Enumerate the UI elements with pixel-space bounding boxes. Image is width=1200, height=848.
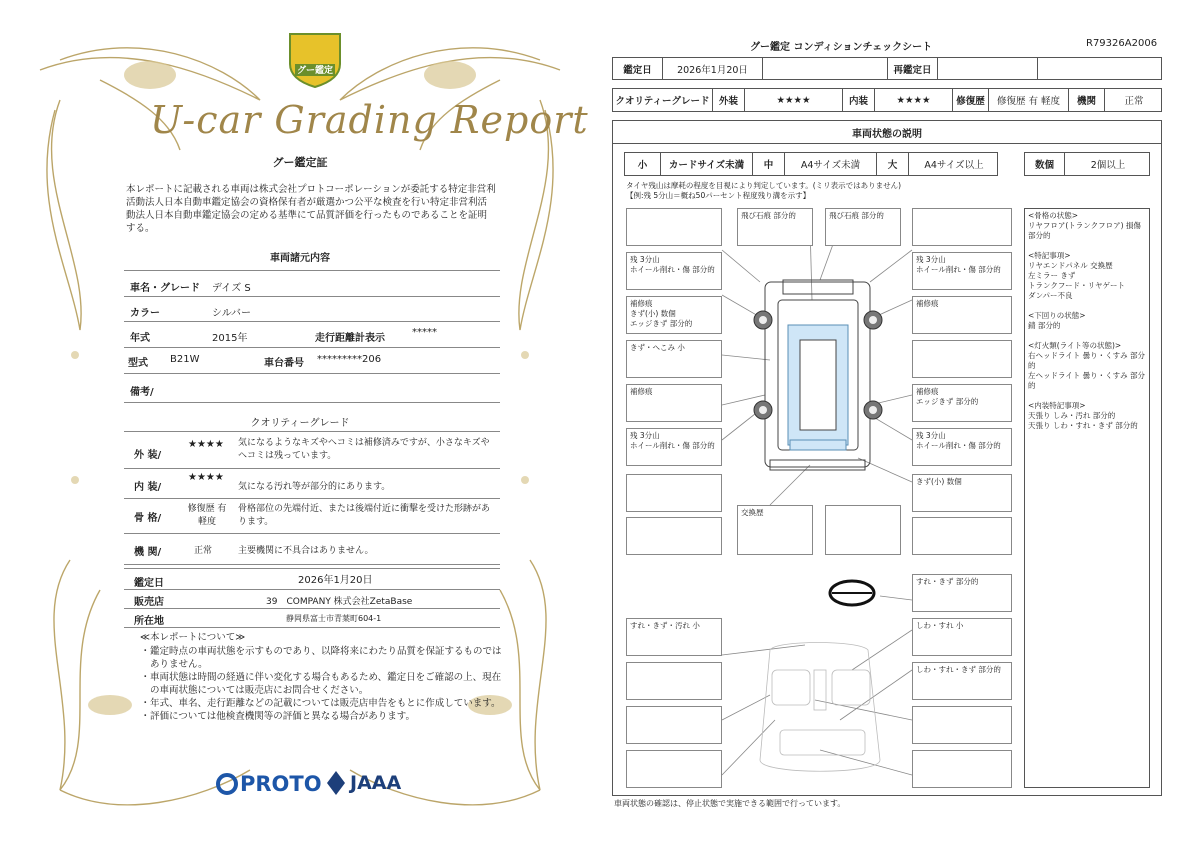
size-large-key: 大: [877, 153, 909, 175]
date-label: 鑑定日: [613, 58, 663, 79]
goo-badge-logo: [287, 30, 343, 88]
grade-row-exterior: [124, 432, 500, 469]
damage-box-right-3: [912, 340, 1012, 378]
size-legend: [624, 152, 998, 176]
about-item: ・ 評価については他検査機関等の評価と異なる場合があります。: [150, 710, 504, 723]
about-item: ・ 車両状態は時間の経過に伴い変化する場合もあるため、鑑定日をご確認の上、現在の車両状態については販売店にお問合せください。: [150, 671, 504, 697]
tire-note-1: タイヤ残山は摩耗の程度を目視により判定しています。(ミリ表示ではありません): [626, 181, 902, 190]
damage-box-left-4: 補修痕: [626, 384, 722, 422]
damage-box-left-5: 残 3分山 ホイール削れ・傷 部分的: [626, 428, 722, 466]
damage-box-left-2: 補修痕 きず(小) 数個 エッジきず 部分的: [626, 296, 722, 334]
size-mid-key: 中: [753, 153, 785, 175]
damage-box-right-1: 残 3分山 ホイール削れ・傷 部分的: [912, 252, 1012, 290]
year-label: 年式: [130, 333, 150, 344]
interior-rating: ★★★★: [188, 472, 224, 483]
count-legend: [1024, 152, 1150, 176]
badge-text: グー鑑定: [296, 66, 333, 76]
certificate-heading: グー鑑定証: [272, 156, 328, 169]
sheet-title: グー鑑定 コンディションチェックシート: [750, 42, 933, 53]
name-value: デイズ S: [212, 283, 251, 294]
interior-desc: 気になる汚れ等が部分的にあります。: [238, 482, 391, 492]
about-item: ・ 鑑定時点の車両状態を示すものであり、以降将来にわたり品質を保証するものではありません。: [150, 645, 504, 671]
proto-logo-text: PROTO: [240, 772, 322, 796]
engine-value: 正常: [1124, 96, 1144, 107]
interior-label: 内装: [843, 89, 875, 111]
spec-row-notes: [124, 374, 500, 403]
interior-box-left-4: [626, 750, 722, 788]
size-small-key: 小: [625, 153, 661, 175]
damage-box-left-7: [626, 517, 722, 555]
appraisal-date-value: 2026年1月20日: [298, 575, 373, 586]
interior-label: 内 装/: [134, 482, 162, 493]
quality-grade-label: クオリティーグレード: [613, 89, 713, 111]
color-value: シルバー: [212, 308, 252, 319]
engine-desc: 主要機関に不具合はありません。: [238, 546, 374, 556]
chassis-label: 車台番号: [264, 358, 304, 369]
engine-label: 機関: [1069, 89, 1105, 111]
size-large-value: A4サイズ以上: [924, 160, 984, 171]
count-label: 数個: [1025, 153, 1065, 175]
damage-box-top-right: [912, 208, 1012, 246]
interior-box-left-1: すれ・きず・汚れ 小: [626, 618, 722, 656]
damage-box-left-6: [626, 474, 722, 512]
condition-check-sheet: [600, 0, 1200, 848]
condition-heading: 車両状態の説明: [613, 121, 1161, 144]
date-blank: [763, 58, 888, 79]
dealer-label: 販売店: [134, 597, 164, 608]
damage-box-rear-right: [825, 505, 901, 555]
certificate-intro: 本レポートに記載される車両は株式会社プロトコーポレーションが委託する特定非営利活動法人日本自動車鑑定協会の資格保有者が厳選かつ公平な検査を行い特定非営利活動法人日本自動車鑑定協会の定める基準にて品質評価を行ったものであることを証明する。: [126, 184, 496, 234]
name-label: 車名・グレード: [130, 283, 200, 294]
damage-box-left-3: きず・へこみ 小: [626, 340, 722, 378]
address-row: [124, 609, 500, 628]
jaaa-logo: [326, 770, 401, 796]
interior-box-right-4: [912, 750, 1012, 788]
damage-box-left-1: 残 3分山 ホイール削れ・傷 部分的: [626, 252, 722, 290]
model-label: 型式: [128, 358, 148, 369]
sheet-footer: 車両状態の確認は、停止状態で実施できる範囲で行っています。: [614, 799, 846, 808]
interior-box-right-2: しわ・すれ・きず 部分的: [912, 662, 1012, 700]
tire-note-2: 【例:残 5分山＝概ね50パーセント程度残り溝を示す】: [626, 191, 811, 200]
size-small-value: カードサイズ未満: [661, 153, 753, 175]
specs-heading: 車両諸元内容: [270, 253, 330, 264]
engine-label: 機 関/: [134, 547, 162, 558]
dealer-value: 39 COMPANY 株式会社ZetaBase: [266, 597, 413, 607]
color-label: カラー: [130, 308, 160, 319]
spec-row-color: [124, 296, 500, 322]
about-list: [136, 645, 504, 723]
spec-row-name: [124, 270, 500, 297]
damage-box-right-6: きず(小) 数個: [912, 474, 1012, 512]
interior-box-left-2: [626, 662, 722, 700]
exterior-value: ★★★★: [745, 89, 843, 111]
damage-box-right-2: 補修痕: [912, 296, 1012, 334]
exterior-label: 外 装/: [134, 450, 162, 461]
steering-wheel-icon: [830, 581, 874, 605]
side-notes: <骨格の状態> リヤフロア(トランクフロア) 損傷 部分的 <特記事項> リヤエンドパネル 交換歴 左ミラー きず トランクフード・リヤゲート ダンパー不良 <下回りの状態> 錆 部分的 <灯火類(ライト等の状態)> 右ヘッドライト 曇り・くすみ 部分的 左ヘッドライト 曇り・くすみ 部分的 <内装特記事項> 天張り しみ・汚れ 部分的 天張り しわ・すれ・きず 部分的: [1028, 211, 1146, 430]
exterior-rating: ★★★★: [188, 439, 224, 450]
odometer-label: 走行距離計表示: [315, 333, 385, 344]
repair-value: 修復歴 有 軽度: [989, 89, 1069, 111]
chassis-value: *********206: [317, 354, 382, 365]
frame-label: 骨 格/: [134, 513, 162, 524]
proto-mark-icon: [216, 773, 238, 795]
damage-box-front-right: 飛び石痕 部分的: [825, 208, 901, 246]
repair-label: 修復歴: [953, 89, 989, 111]
grade-row: [612, 88, 1162, 112]
appraisal-date-row: [124, 568, 500, 590]
interior-value: ★★★★: [875, 89, 953, 111]
interior-box-right-1: しわ・すれ 小: [912, 618, 1012, 656]
damage-box-right-7: [912, 517, 1012, 555]
odometer-value: *****: [412, 327, 437, 338]
grade-row-engine: [124, 534, 500, 565]
address-value: 静岡県富士市青葉町604-1: [286, 614, 382, 623]
side-notes-panel: [1024, 208, 1150, 788]
proto-logo: [216, 772, 322, 796]
frame-rating: 修復歴 有 軽度: [187, 504, 227, 527]
model-value: B21W: [170, 354, 200, 365]
jaaa-logo-text: JAAA: [350, 772, 402, 794]
size-mid-value: A4サイズ未満: [785, 153, 877, 175]
interior-box-right-3: [912, 706, 1012, 744]
reappraisal-label: 再鑑定日: [888, 58, 938, 79]
about-heading: ≪本レポートについて≫: [140, 632, 246, 643]
damage-box-steering: すれ・きず 部分的: [912, 574, 1012, 612]
quality-heading: クオリティーグレード: [250, 418, 350, 429]
exterior-desc: 気になるようなキズやヘコミは補修済みですが、小さなキズやヘコミは残っています。: [238, 438, 490, 461]
notes-label: 備考/: [130, 387, 154, 398]
year-value: 2015年: [212, 333, 248, 344]
about-item: ・ 年式、車名、走行距離などの記載については販売店申告をもとに作成しています。: [150, 697, 504, 710]
damage-box-right-4: 補修痕 エッジきず 部分的: [912, 384, 1012, 422]
engine-rating: 正常: [194, 546, 213, 556]
count-value: 2個以上: [1090, 160, 1126, 171]
date-row: [612, 57, 1162, 80]
damage-box-rear-left: 交換歴: [737, 505, 813, 555]
spec-row-year: [124, 322, 500, 348]
appraisal-date-label: 鑑定日: [134, 578, 164, 589]
exterior-label: 外装: [713, 89, 745, 111]
damage-box-top-left: [626, 208, 722, 246]
reappraisal-value: [938, 58, 1038, 79]
sheet-code: R79326A2006: [1086, 38, 1158, 49]
interior-box-left-3: [626, 706, 722, 744]
spec-row-model: [124, 348, 500, 374]
frame-desc: 骨格部位の先端付近、または後端付近に衝撃を受けた形跡があります。: [238, 504, 491, 527]
report-script-title: U-car Grading Report: [150, 98, 589, 142]
jaaa-mark-icon: [326, 770, 346, 796]
dealer-row: [124, 589, 500, 609]
damage-box-right-5: 残 3分山 ホイール削れ・傷 部分的: [912, 428, 1012, 466]
date-value: 2026年1月20日: [663, 58, 763, 79]
grade-row-frame: [124, 499, 500, 534]
damage-box-front-left: 飛び石痕 部分的: [737, 208, 813, 246]
address-label: 所在地: [134, 616, 164, 627]
grade-row-interior: [124, 469, 500, 499]
